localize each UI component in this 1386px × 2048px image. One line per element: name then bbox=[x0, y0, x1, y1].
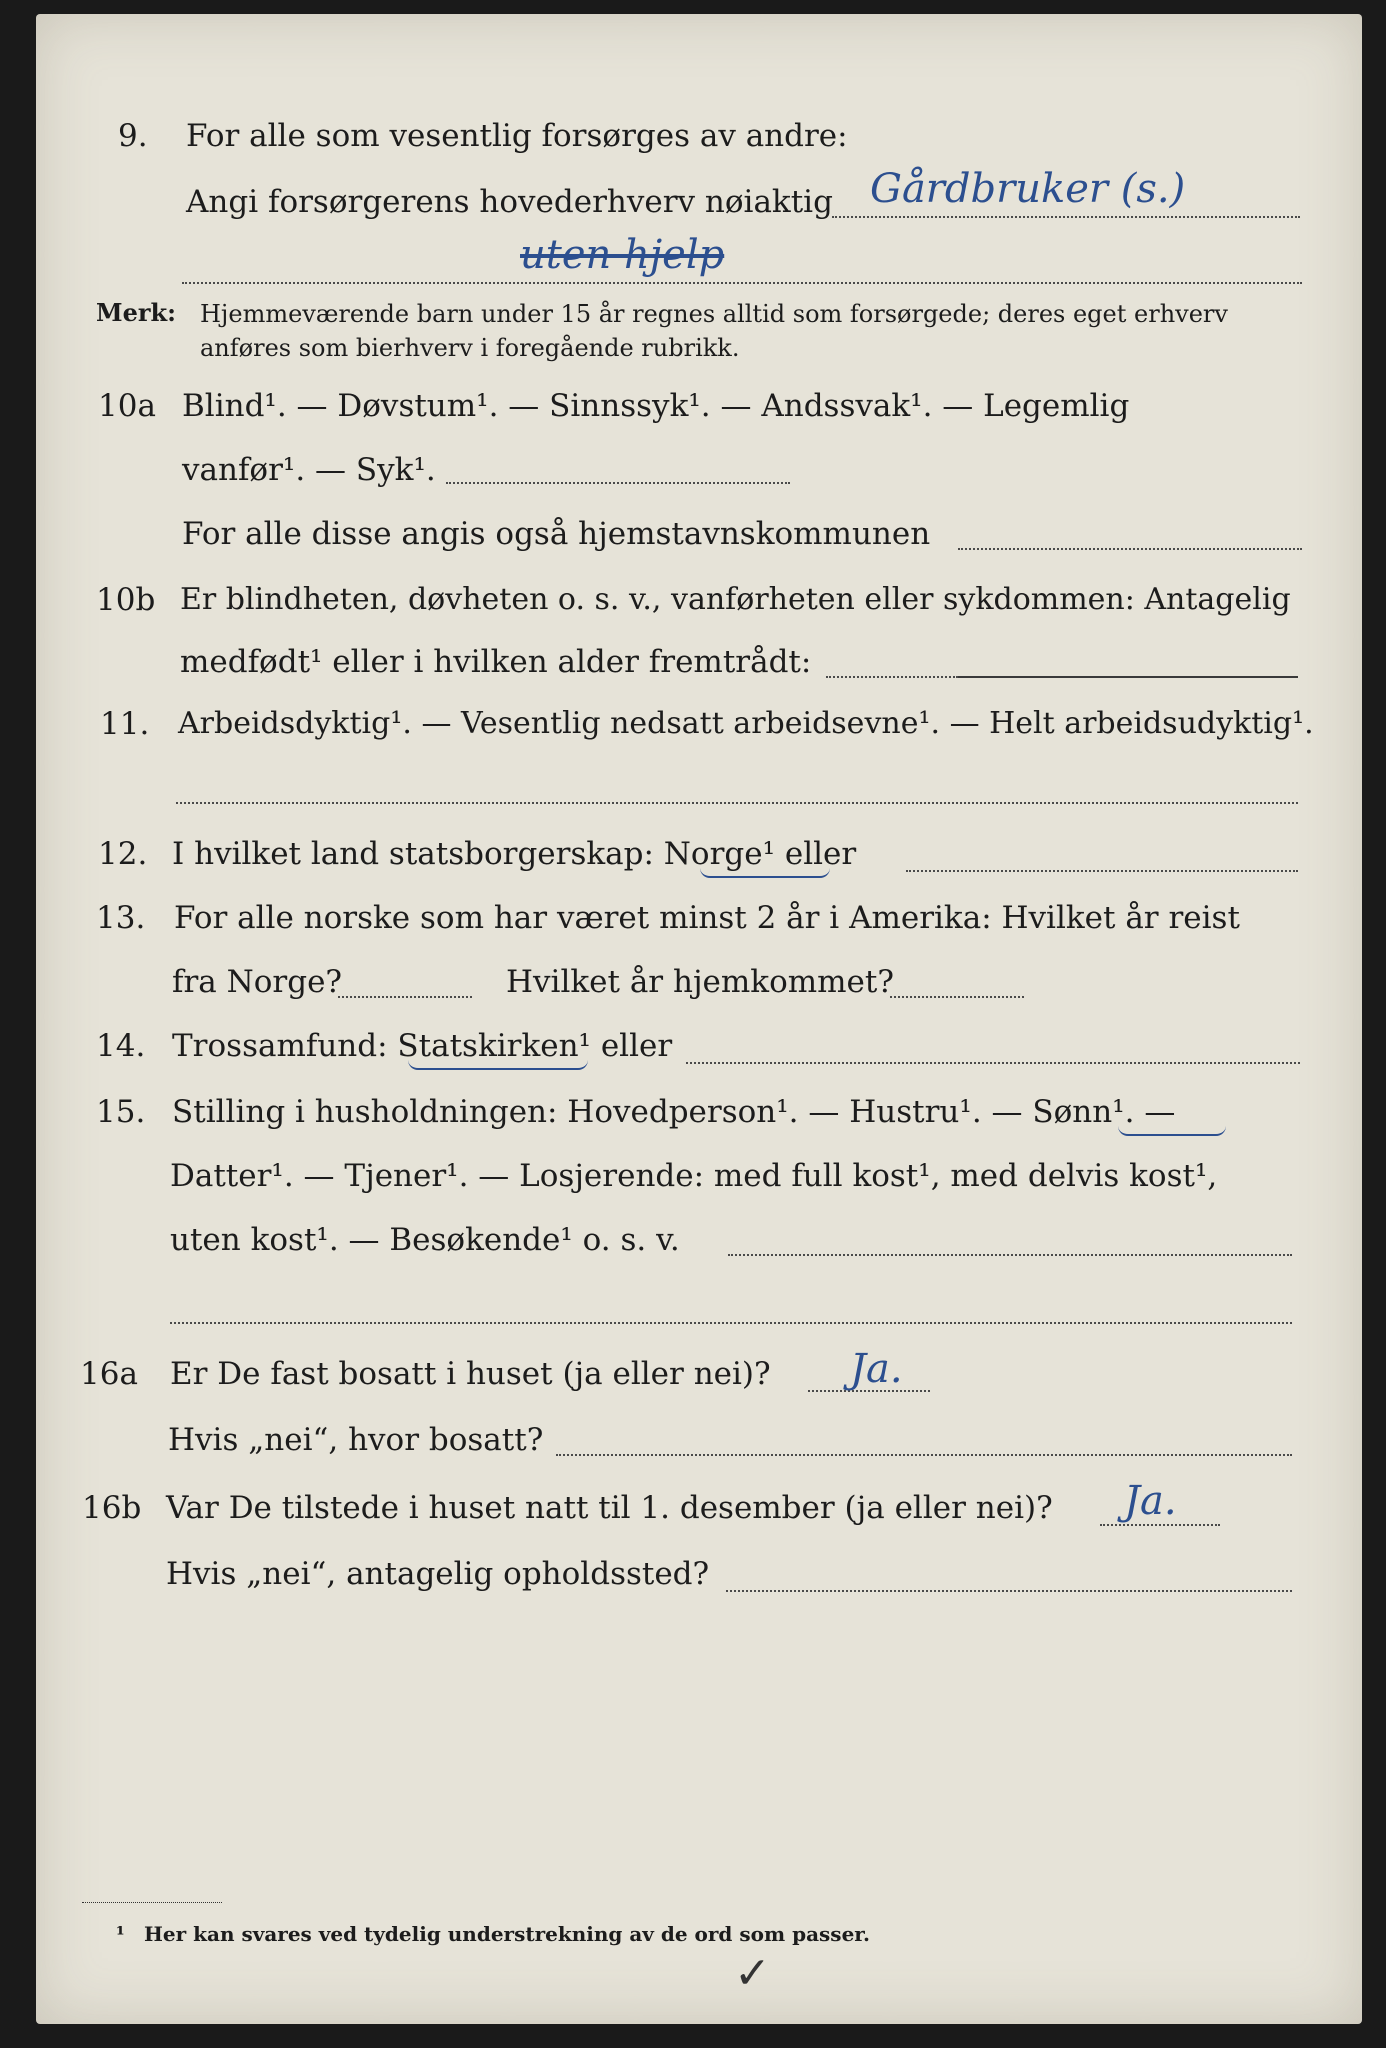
q12-number: 12. bbox=[98, 836, 148, 872]
q15-handwritten-underline-sonn bbox=[1118, 1126, 1226, 1136]
q10a-line2: vanfør¹. — Syk¹. bbox=[182, 452, 436, 488]
checkmark-icon: ✓ bbox=[734, 1948, 771, 1999]
q14-number: 14. bbox=[96, 1028, 146, 1064]
footnote-rule bbox=[82, 1902, 222, 1903]
q15-dots-2 bbox=[170, 1322, 1292, 1324]
q10a-line1: Blind¹. — Døvstum¹. — Sinnssyk¹. — Andssvak¹. — Legemlig bbox=[182, 388, 1130, 424]
q16b-number: 16b bbox=[82, 1490, 142, 1526]
q12-dots bbox=[906, 870, 1298, 872]
q13-line1: For alle norske som har været minst 2 år i Amerika: Hvilket år reist bbox=[174, 900, 1240, 936]
q16a-line2: Hvis „nei“, hvor bosatt? bbox=[168, 1422, 544, 1458]
q9-handwritten-occupation: Gårdbruker (s.) bbox=[870, 166, 1186, 212]
merk-line2: anføres som bierhverv i foregående rubrikk. bbox=[200, 334, 740, 362]
q10a-sick-dots bbox=[446, 482, 790, 484]
q10b-dots bbox=[826, 676, 958, 678]
q9-handwritten-note: uten hjelp bbox=[520, 232, 725, 278]
q16b-line2: Hvis „nei“, antagelig opholdssted? bbox=[166, 1556, 710, 1592]
q13-dots-1 bbox=[338, 996, 472, 998]
q9-number: 9. bbox=[118, 118, 148, 154]
q9-line2: Angi forsørgerens hovederhverv nøiaktig bbox=[186, 184, 833, 220]
q13-line2a: fra Norge? bbox=[172, 964, 343, 1000]
q16b-handwritten-answer: Ja. bbox=[1124, 1478, 1177, 1524]
q16a-dots-2 bbox=[556, 1454, 1292, 1456]
q14-line1: Trossamfund: Statskirken¹ eller bbox=[172, 1028, 673, 1064]
q16b-dots bbox=[1100, 1524, 1220, 1526]
q16a-line1: Er De fast bosatt i huset (ja eller nei)? bbox=[170, 1356, 771, 1392]
q12-line1: I hvilket land statsborgerskap: Norge¹ eller bbox=[172, 836, 857, 872]
q16a-handwritten-answer: Ja. bbox=[850, 1346, 903, 1392]
q10b-line1: Er blindheten, døvheten o. s. v., vanførheten eller sykdommen: Antagelig bbox=[180, 582, 1291, 617]
q9-line1: For alle som vesentlig forsørges av andre: bbox=[186, 118, 848, 154]
q11-dots bbox=[176, 802, 1298, 804]
footnote-text: Her kan svares ved tydelig understrekning av de ord som passer. bbox=[144, 1922, 870, 1946]
q16b-line1: Var De tilstede i huset natt til 1. desember (ja eller nei)? bbox=[166, 1490, 1053, 1526]
q11-number: 11. bbox=[100, 706, 150, 742]
q13-number: 13. bbox=[96, 900, 146, 936]
q16b-dots-2 bbox=[726, 1590, 1292, 1592]
q12-handwritten-underline-norge bbox=[700, 868, 830, 878]
q14-dots bbox=[686, 1062, 1300, 1064]
q15-dots bbox=[728, 1254, 1292, 1256]
q9-answer-dots bbox=[832, 216, 1300, 218]
q10a-municipality-dots bbox=[958, 548, 1302, 550]
q10b-line2: medfødt¹ eller i hvilken alder fremtrådt: bbox=[180, 644, 812, 680]
footnote-mark: ¹ bbox=[116, 1922, 125, 1946]
q15-number: 15. bbox=[96, 1094, 146, 1130]
q9-answer-dots-2 bbox=[182, 282, 1302, 284]
q10b-line bbox=[958, 676, 1298, 678]
q15-line2: Datter¹. — Tjener¹. — Losjerende: med full kost¹, med delvis kost¹, bbox=[170, 1158, 1218, 1194]
q11-line1: Arbeidsdyktig¹. — Vesentlig nedsatt arbeidsevne¹. — Helt arbeidsudyktig¹. bbox=[178, 706, 1314, 741]
q15-line1: Stilling i husholdningen: Hovedperson¹. — Hustru¹. — Sønn¹. — bbox=[172, 1094, 1176, 1130]
merk-line1: Hjemmeværende barn under 15 år regnes alltid som forsørgede; deres eget erhverv bbox=[200, 300, 1228, 328]
merk-label: Merk: bbox=[96, 298, 176, 327]
q10b-number: 10b bbox=[96, 582, 156, 618]
q10a-number: 10a bbox=[98, 388, 156, 424]
q15-line3: uten kost¹. — Besøkende¹ o. s. v. bbox=[170, 1222, 680, 1258]
q13-dots-2 bbox=[890, 996, 1024, 998]
q10a-line3: For alle disse angis også hjemstavnskommunen bbox=[182, 516, 931, 552]
q16a-number: 16a bbox=[80, 1356, 138, 1392]
q14-handwritten-underline-statskirken bbox=[408, 1060, 588, 1070]
q13-line2b: Hvilket år hjemkommet? bbox=[506, 964, 894, 1000]
